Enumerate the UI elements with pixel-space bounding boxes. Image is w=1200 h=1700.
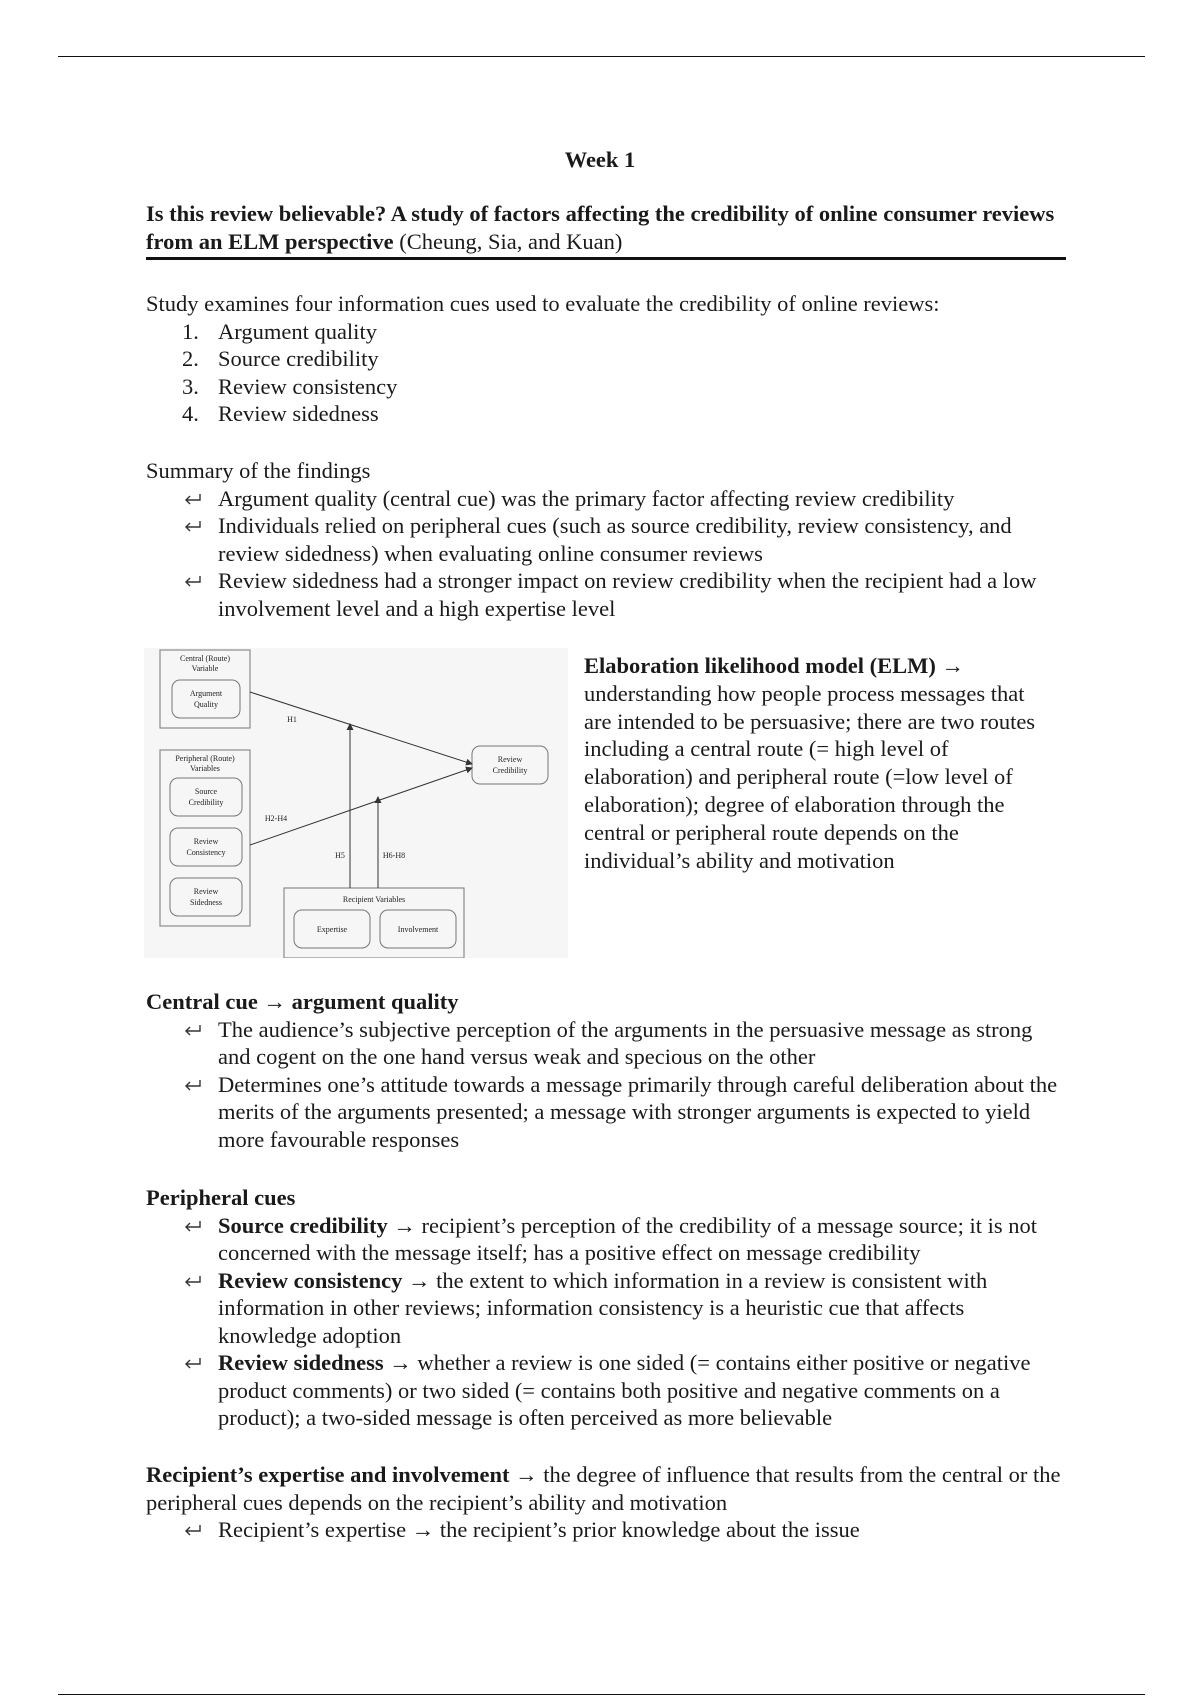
argument-quality-label: Argument (189, 689, 223, 698)
central-cue-heading: Central cue → argument quality (146, 989, 459, 1014)
elm-term: Elaboration likelihood model (ELM) → (584, 653, 965, 678)
h2-h4-label: H2-H4 (264, 814, 288, 823)
central-cue-list (146, 1016, 1066, 1154)
h1-label: H1 (287, 715, 297, 724)
h6-h8-label: H6-H8 (382, 851, 406, 860)
intro-text: Study examines four information cues used to evaluate the credibility of online reviews: (146, 291, 940, 316)
peripheral-cues-list (146, 1212, 1066, 1432)
list-item: 1. Argument quality (182, 318, 377, 344)
week-title: Week 1 (564, 147, 636, 172)
h1-arrow (250, 692, 472, 764)
return-arrow-icon (182, 512, 204, 539)
source-credibility-label: Source (194, 787, 218, 796)
paper-title: Is this review believable? A study of factors affecting the credibility of online consumer reviews from an ELM perspective (146, 201, 1055, 254)
list-item: Individuals relied on peripheral cues (such as source credibility, review consistency, and review sidedness) when evaluating online consumer reviews (146, 512, 1066, 567)
list-item: 2. Source credibility (182, 346, 379, 371)
review-sidedness-box (170, 878, 242, 916)
recipient-section (146, 1461, 1066, 1544)
intro-section (146, 290, 1066, 428)
h5-label: H5 (335, 851, 345, 860)
list-item: 3. Review consistency (182, 373, 398, 399)
peripheral-cues-section (146, 1184, 1066, 1432)
list-item: Source credibility → recipient’s perception of the credibility of a message source; it is not concerned with the message itself; has a positive effect on message credibility (146, 1212, 1066, 1267)
recipient-paragraph (146, 1461, 1066, 1516)
elm-diagram-svg (144, 648, 568, 958)
central-group-label: Central (Route) (180, 654, 230, 663)
review-credibility-label: Review (497, 755, 523, 764)
return-arrow-icon (182, 1071, 204, 1098)
return-arrow-icon (182, 1016, 204, 1043)
elm-definition (584, 652, 1054, 874)
return-arrow-icon (182, 567, 204, 594)
bottom-page-rule (58, 1694, 1145, 1695)
recipient-term: Recipient’s expertise and involvement → (146, 1462, 538, 1487)
argument-quality-label: Quality (194, 700, 218, 709)
peripheral-group-label: Peripheral (Route) (175, 754, 235, 763)
list-item: Review sidedness → whether a review is one sided (= contains either positive or negative product comments) or two sided (= contains both positive and negative comments on a product); a two-sided message is often perceived as more believable (146, 1349, 1066, 1432)
recipient-group-label: Recipient Variables (342, 895, 406, 904)
recipient-list (146, 1516, 1066, 1544)
elm-diagram (144, 648, 568, 958)
argument-quality-box (172, 680, 240, 718)
review-consistency-box (170, 828, 242, 866)
findings-list (146, 485, 1066, 623)
peripheral-group-label: Variables (190, 764, 220, 773)
list-item: The audience’s subjective perception of the arguments in the persuasive message as strong and cogent on the one hand versus weak and specious on the other (146, 1016, 1066, 1071)
review-consistency-label: Consistency (186, 848, 226, 857)
return-arrow-icon (182, 485, 204, 512)
list-item: Argument quality (central cue) was the primary factor affecting review credibility (146, 485, 1066, 513)
cue-list (146, 318, 1066, 428)
h2-h4-arrow (250, 768, 472, 845)
central-group-label: Variable (191, 664, 219, 673)
findings-section (146, 457, 1066, 622)
review-consistency-label: Review (193, 837, 219, 846)
paper-title-block (146, 200, 1066, 260)
review-credibility-box (472, 746, 548, 784)
return-arrow-icon (182, 1212, 204, 1239)
source-credibility-box (170, 778, 242, 816)
list-item: 4. Review sidedness (182, 401, 379, 426)
elm-definition-text: understanding how people process messages that are intended to be persuasive; there are two routes including a central route (= high level of elaboration) and peripheral route (=low level of elaboration); degree of elaboration through the central or peripheral route depends on the individual’s ability and motivation (584, 680, 1036, 873)
review-credibility-label: Credibility (492, 766, 528, 775)
list-item: Determines one’s attitude towards a message primarily through careful deliberation about the merits of the arguments presented; a message with stronger arguments is expected to yield more favourable responses (146, 1071, 1066, 1154)
top-page-rule (58, 56, 1145, 57)
return-arrow-icon (182, 1349, 204, 1376)
involvement-label: Involvement (397, 925, 439, 934)
return-arrow-icon (182, 1516, 204, 1543)
review-sidedness-label: Review (193, 887, 219, 896)
list-item: Recipient’s expertise → the recipient’s prior knowledge about the issue (146, 1516, 1066, 1544)
source-credibility-label: Credibility (188, 798, 224, 807)
peripheral-cues-heading: Peripheral cues (146, 1185, 296, 1210)
paper-authors: (Cheung, Sia, and Kuan) (399, 228, 623, 254)
return-arrow-icon (182, 1267, 204, 1294)
list-item: Review consistency → the extent to which information in a review is consistent with information in other reviews; information consistency is a heuristic cue that affects knowledge adoption (146, 1267, 1066, 1350)
expertise-label: Expertise (316, 925, 348, 934)
central-cue-section (146, 988, 1066, 1153)
review-sidedness-label: Sidedness (190, 898, 222, 907)
recipient-text: the degree of influence that results from the central or the peripheral cues depends on the recipient’s ability and motivation (146, 1462, 1061, 1515)
list-item: Review sidedness had a stronger impact on review credibility when the recipient had a low involvement level and a high expertise level (146, 567, 1066, 622)
findings-heading: Summary of the findings (146, 458, 371, 483)
